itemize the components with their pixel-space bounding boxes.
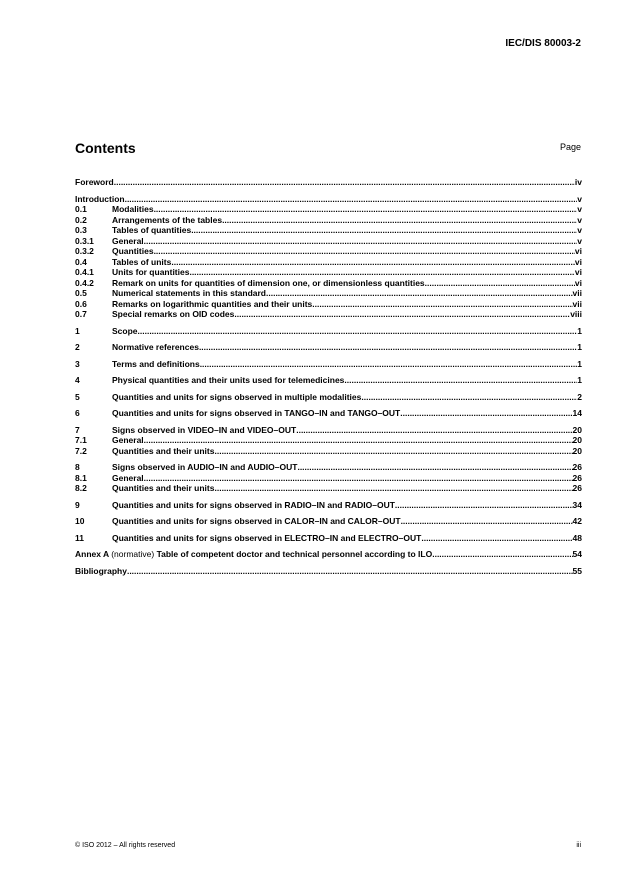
toc-entry[interactable]: [75, 549, 582, 560]
toc-entry-title: Normative references: [112, 342, 199, 352]
toc-entry-title: Arrangements of the tables: [112, 214, 223, 225]
toc-entry-title: Quantities and units for signs observed in ELECTRO–IN and ELECTRO–OUT: [112, 532, 422, 543]
toc-entry-title: Remarks on logarithmic quantities and their units: [112, 298, 313, 309]
toc-entry[interactable]: [75, 566, 582, 577]
toc-entry-page: iv: [574, 177, 582, 187]
toc-leader-dots: [344, 375, 577, 386]
toc-entry-number: 0.3.2: [75, 246, 94, 256]
toc-entry-number: 7.1: [75, 435, 87, 445]
toc-entry[interactable]: [75, 204, 582, 215]
toc-entry-number: 6: [75, 408, 80, 418]
toc-leader-dots: [191, 225, 577, 236]
toc-entry-title: Modalities: [112, 204, 154, 214]
toc-entry-page: 42: [572, 516, 582, 526]
page-column-heading: Page: [559, 142, 581, 152]
toc-entry[interactable]: [75, 473, 582, 484]
toc-entry[interactable]: [75, 425, 582, 436]
toc-entry-number: 0.4.2: [75, 277, 94, 288]
toc-leader-dots: [421, 533, 572, 544]
toc-leader-dots: [154, 246, 575, 257]
toc-entry-title: Scope: [112, 325, 138, 336]
toc-entry-page: v: [577, 193, 582, 204]
toc-entry-title: Introduction: [75, 193, 125, 204]
toc-entry-page: 20: [572, 435, 582, 445]
toc-entry-number: 0.1: [75, 204, 87, 214]
toc-leader-dots: [312, 299, 572, 310]
toc-entry-number: 0.3: [75, 225, 87, 235]
toc-entry-number: 0.3.1: [75, 235, 94, 246]
toc-entry-page: 20: [572, 424, 582, 435]
toc-entry-title: General: [112, 435, 144, 445]
toc-leader-dots: [432, 549, 572, 560]
toc-entry[interactable]: [75, 392, 582, 403]
toc-entry[interactable]: [75, 288, 582, 299]
toc-entry-number: 0.7: [75, 309, 87, 319]
toc-entry-title: Units for quantities: [112, 267, 190, 277]
table-of-contents: [75, 177, 582, 576]
toc-leader-dots: [297, 462, 572, 473]
toc-leader-dots: [395, 500, 573, 511]
toc-entry[interactable]: [75, 435, 582, 446]
toc-leader-dots: [125, 194, 578, 205]
toc-entry-page: 1: [577, 342, 582, 352]
toc-entry-title: Tables of quantities: [112, 225, 192, 235]
toc-entry-page: 1: [577, 325, 582, 336]
toc-entry[interactable]: [75, 342, 582, 353]
toc-leader-dots: [361, 392, 577, 403]
toc-entry-page: 1: [577, 375, 582, 385]
toc-entry-number: 9: [75, 499, 80, 510]
toc-entry-number: 7: [75, 424, 80, 435]
toc-leader-dots: [400, 408, 572, 419]
toc-entry-number: 4: [75, 375, 80, 385]
toc-entry[interactable]: [75, 194, 582, 205]
toc-entry[interactable]: [75, 359, 582, 370]
toc-leader-dots: [401, 516, 573, 527]
toc-leader-dots: [214, 446, 572, 457]
toc-entry-title: Quantities and units for signs observed in TANGO–IN and TANGO–OUT: [112, 408, 401, 418]
toc-entry[interactable]: [75, 516, 582, 527]
toc-entry-title: General: [112, 472, 144, 483]
toc-entry-title: Foreword: [75, 177, 114, 187]
toc-entry[interactable]: [75, 278, 582, 289]
toc-entry-title: Quantities and units for signs observed in CALOR–IN and CALOR–OUT: [112, 516, 401, 526]
toc-entry-page: 55: [572, 565, 582, 576]
toc-entry-title: Quantities and their units: [112, 445, 215, 456]
toc-entry-page: 20: [572, 445, 582, 456]
toc-entry-page: v: [577, 214, 582, 225]
toc-entry[interactable]: [75, 257, 582, 268]
toc-entry-title: Signs observed in AUDIO–IN and AUDIO–OUT: [112, 462, 298, 472]
toc-entry-page: vi: [574, 277, 582, 288]
toc-leader-dots: [114, 177, 575, 188]
toc-entry-title: Quantities: [112, 246, 154, 256]
toc-entry[interactable]: [75, 500, 582, 511]
toc-entry[interactable]: [75, 533, 582, 544]
toc-entry-page: 1: [577, 358, 582, 369]
toc-entry-title: Bibliography: [75, 565, 127, 576]
toc-entry-title: Tables of units: [112, 256, 172, 267]
toc-entry-title: Numerical statements in this standard: [112, 288, 266, 298]
toc-entry[interactable]: [75, 299, 582, 310]
copyright-notice: © ISO 2012 – All rights reserved: [75, 842, 176, 849]
toc-leader-dots: [127, 566, 573, 577]
toc-entry-number: 10: [75, 516, 85, 526]
toc-entry-page: vii: [572, 288, 582, 298]
toc-entry-page: vi: [574, 256, 582, 267]
toc-entry-page: 54: [572, 549, 582, 559]
toc-entry-number: 8: [75, 462, 80, 472]
toc-entry-number: 5: [75, 391, 80, 402]
toc-entry-number: 0.4.1: [75, 267, 94, 277]
toc-entry-title: Physical quantities and their units used for telemedicines: [112, 375, 345, 385]
toc-leader-dots: [144, 236, 578, 247]
toc-leader-dots: [214, 483, 572, 494]
toc-entry[interactable]: [75, 267, 582, 278]
toc-entry-page: 14: [572, 408, 582, 418]
toc-entry[interactable]: [75, 326, 582, 337]
toc-entry-title: Special remarks on OID codes: [112, 309, 235, 319]
toc-leader-dots: [200, 359, 578, 370]
toc-entry-title: Terms and definitions: [112, 358, 200, 369]
toc-entry-page: v: [577, 225, 582, 235]
toc-leader-dots: [266, 288, 573, 299]
toc-entry[interactable]: [75, 246, 582, 257]
toc-entry-page: v: [577, 204, 582, 214]
toc-leader-dots: [425, 278, 575, 289]
contents-heading: Contents: [75, 140, 136, 156]
toc-entry-page: 48: [572, 532, 582, 543]
toc-leader-dots: [138, 326, 578, 337]
toc-entry[interactable]: [75, 446, 582, 457]
toc-entry-page: viii: [570, 309, 582, 319]
toc-entry[interactable]: [75, 236, 582, 247]
toc-leader-dots: [234, 309, 570, 320]
toc-entry-number: 0.5: [75, 288, 87, 298]
toc-entry[interactable]: [75, 408, 582, 419]
toc-entry-page: v: [577, 235, 582, 246]
toc-entry-page: vii: [572, 298, 582, 309]
toc-entry-number: 0.2: [75, 214, 87, 225]
toc-entry-title: Quantities and units for signs observed in multiple modalities: [112, 391, 362, 402]
toc-leader-dots: [171, 257, 575, 268]
toc-entry-number: 8.1: [75, 472, 87, 483]
toc-leader-dots: [144, 435, 573, 446]
toc-leader-dots: [189, 267, 574, 278]
toc-entry[interactable]: [75, 462, 582, 473]
toc-leader-dots: [296, 425, 572, 436]
toc-entry[interactable]: [75, 309, 582, 320]
toc-entry-page: 2: [577, 391, 582, 402]
toc-entry-page: 34: [572, 499, 582, 510]
document-id: IEC/DIS 80003-2: [505, 38, 581, 49]
toc-entry-number: 2: [75, 342, 80, 352]
toc-entry-title: Remark on units for quantities of dimension one, or dimensionless quantities: [112, 277, 425, 288]
toc-entry[interactable]: [75, 215, 582, 226]
page-number: iii: [576, 842, 581, 849]
toc-entry-title: Quantities and units for signs observed in RADIO–IN and RADIO–OUT: [112, 499, 395, 510]
toc-entry-title: Quantities and their units: [112, 483, 215, 493]
toc-entry-number: 0.4: [75, 256, 87, 267]
toc-entry-number: 1: [75, 325, 80, 336]
toc-leader-dots: [222, 215, 577, 226]
toc-entry-page: vi: [574, 267, 582, 277]
toc-entry-page: 26: [572, 483, 582, 493]
toc-entry-page: 26: [572, 462, 582, 472]
toc-leader-dots: [144, 473, 573, 484]
toc-entry-title: Annex A (normative) Table of competent doctor and technical personnel according to ILO: [75, 549, 433, 559]
toc-entry-number: 8.2: [75, 483, 87, 493]
toc-entry[interactable]: [75, 177, 582, 188]
toc-entry-page: 26: [572, 472, 582, 483]
toc-entry[interactable]: [75, 375, 582, 386]
toc-entry[interactable]: [75, 225, 582, 236]
toc-entry-title: General: [112, 235, 144, 246]
toc-leader-dots: [154, 204, 578, 215]
toc-entry-title: Signs observed in VIDEO–IN and VIDEO–OUT: [112, 424, 297, 435]
toc-entry-number: 7.2: [75, 445, 87, 456]
toc-entry-page: vi: [574, 246, 582, 256]
toc-entry-number: 11: [75, 532, 84, 543]
toc-leader-dots: [199, 342, 577, 353]
toc-entry-number: 0.6: [75, 298, 87, 309]
toc-entry-number: 3: [75, 358, 80, 369]
toc-entry[interactable]: [75, 483, 582, 494]
